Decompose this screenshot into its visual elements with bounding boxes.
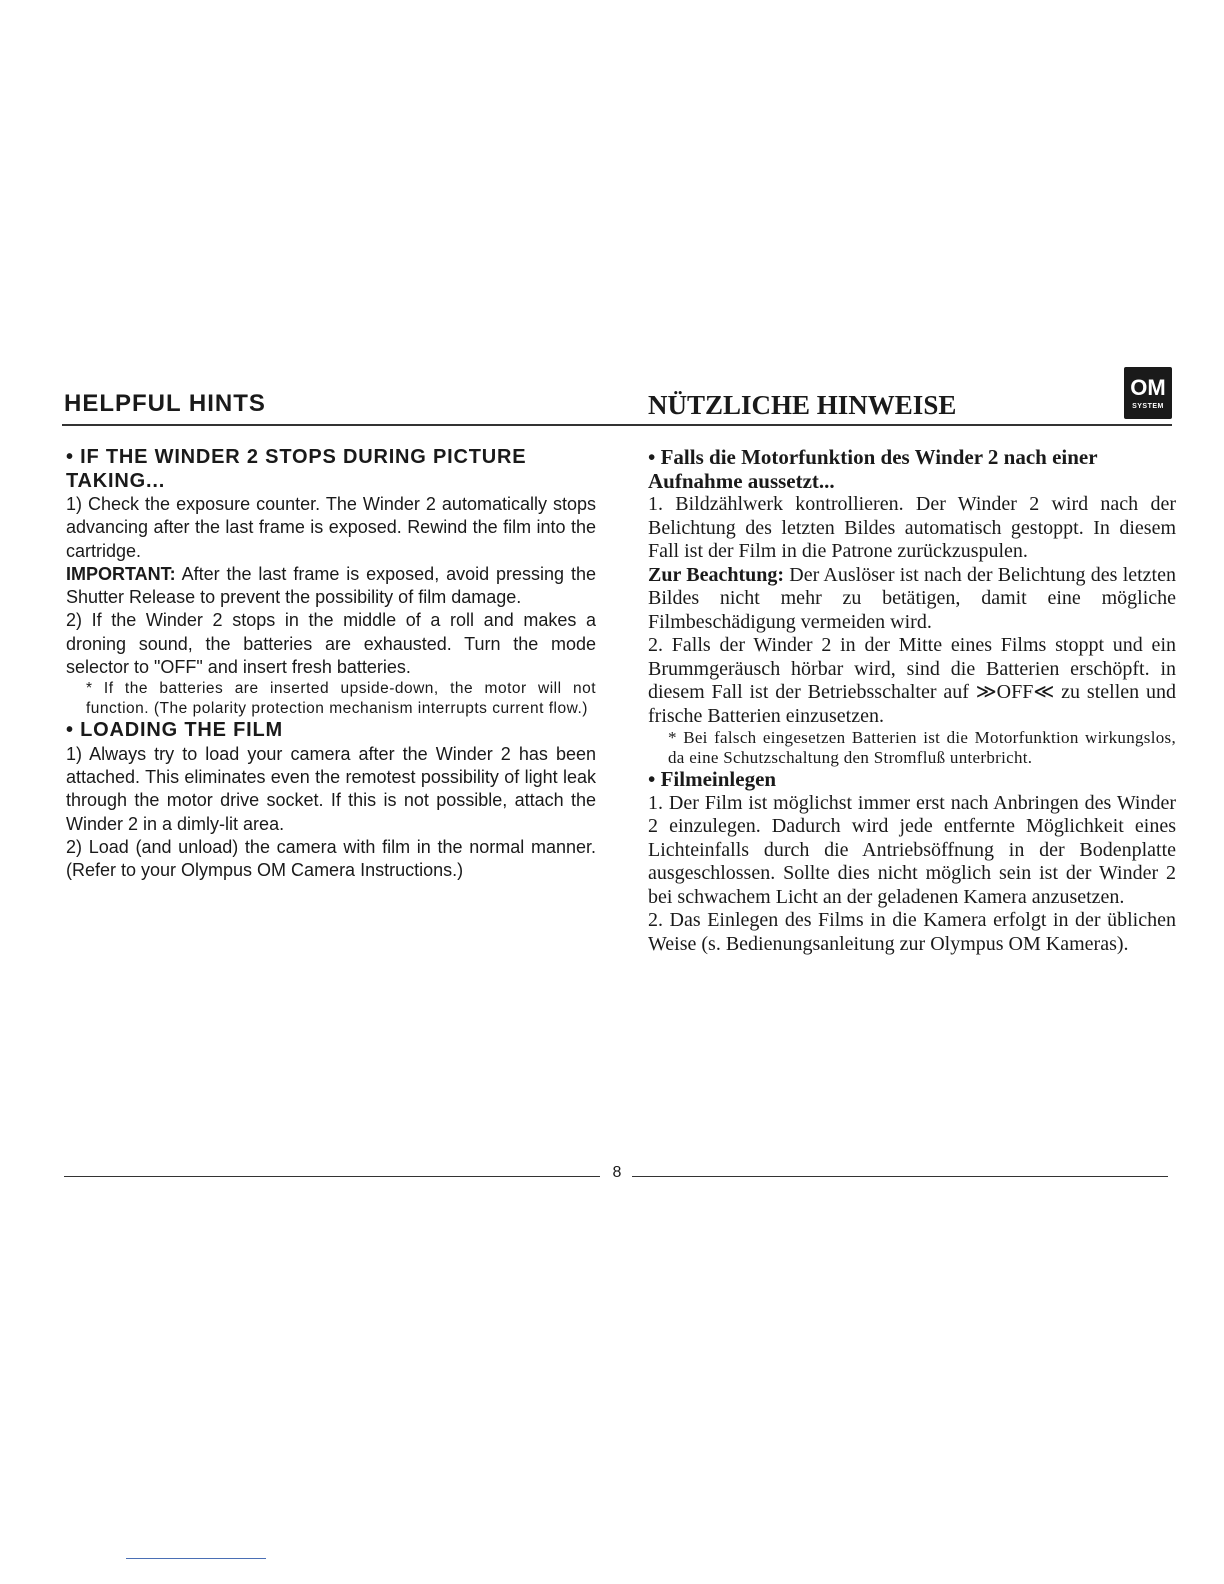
footnote-batteries: * If the batteries are inserted upside-down, the motor will not function. (The polarity protection mechanism interrupts current flow.) [86,680,596,718]
footer-divider-right [632,1176,1168,1177]
heading-film-loading-de: • Filmeinlegen [648,767,777,791]
heading-winder-stops: • IF THE WINDER 2 STOPS DURING PICTURE TAKING... [66,446,527,492]
om-system-logo [1124,367,1172,419]
important-text: After the last frame is exposed, avoid pressing the Shutter Release to prevent the possibility of film damage. [66,563,596,608]
important-note [66,563,596,610]
logo-system-text: SYSTEM [1132,403,1164,410]
heading-loading-film: • LOADING THE FILM [66,719,283,742]
footer-divider-left [64,1176,600,1177]
german-column [648,446,1176,956]
important-label: IMPORTANT: [66,563,176,584]
logo-om-text: OM [1130,375,1166,400]
english-column [66,446,596,883]
header-divider [62,424,1172,426]
paragraph-load-unload-de: 2. Das Einlegen des Films in die Kamera erfolgt in der üblichen Weise (s. Bedienungsanleitung zur Olympus OM Kameras). [648,909,1176,955]
section-title-de: NÜTZLICHE HINWEISE [648,390,957,420]
paragraph-batteries-de: 2. Falls der Winder 2 in der Mitte eines Films stoppt und ein Brummgeräusch hörbar wird, sind die Batterien erschöpft. in diesem Fall ist der Betriebsschalter auf ≫OFF≪ zu stellen und frische Batterien einzusetzen. [648,634,1176,727]
paragraph-load-after-attach-de: 1. Der Film ist möglichst immer erst nach Anbringen des Winder 2 einzulegen. Dadurch wird jede entfernte Möglichkeit eines Lichteinfalls durch die Antriebsöffnung in der Bodenplatte ausgeschlossen. Sollte dies nicht möglich sein ist der Winder 2 bei schwachem Licht an der geladenen Kamera anzusetzen. [648,791,1176,908]
paragraph-check-counter: 1) Check the exposure counter. The Winder 2 automatically stops advancing after the last frame is exposed. Rewind the film into the cartridge. [66,494,596,561]
bottom-decorative-line [126,1558,266,1559]
important-text-de: Der Auslöser ist nach der Belichtung des letzten Bildes nicht mehr zu betätigen, damit eine mögliche Filmbeschädigung vermeiden wird. [648,563,1176,633]
paragraph-counter-de: 1. Bildzählwerk kontrollieren. Der Winder 2 wird nach der Belichtung des letzten Bildes automatisch gestoppt. In diesem Fall ist der Film in die Patrone zurückzuspulen. [648,493,1176,562]
section-title-en: HELPFUL HINTS [64,390,266,417]
page-number: 8 [612,1164,622,1181]
paragraph-load-unload: 2) Load (and unload) the camera with film in the normal manner. (Refer to your Olympus OM Camera Instructions.) [66,837,596,881]
footnote-batteries-de: * Bei falsch eingesetzen Batterien ist die Motorfunktion wirkungslos, da eine Schutzschaltung den Stromfluß unterbricht. [668,728,1176,767]
important-note-de [648,564,1176,635]
important-label-de: Zur Beachtung: [648,563,785,586]
paragraph-batteries-exhausted: 2) If the Winder 2 stops in the middle of a roll and makes a droning sound, the batteries are exhausted. Turn the mode selector to "OFF" and insert fresh batteries. [66,610,596,678]
heading-motor-stops-de: • Falls die Motorfunktion des Winder 2 nach einer Aufnahme aussetzt... [648,445,1098,493]
paragraph-load-after-attach: 1) Always try to load your camera after the Winder 2 has been attached. This eliminates even the remotest possibility of light leak through the motor drive socket. If this is not possible, attach the Winder 2 in a dimly-lit area. [66,743,596,834]
